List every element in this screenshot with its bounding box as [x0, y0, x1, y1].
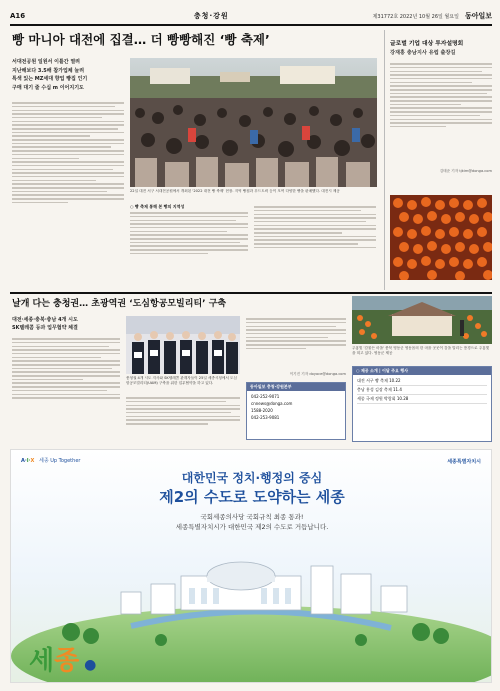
second-body-col1 [12, 336, 120, 444]
right-body [390, 61, 492, 169]
event-panel [352, 366, 492, 442]
lead-subhead-4: 구매 대기 줄 수십 m 이어지기도 [12, 84, 84, 91]
crowd-photo-illustration [130, 58, 377, 187]
paper-logo: 동아일보 [464, 11, 492, 20]
persimmon-illustration [390, 195, 492, 280]
event-panel-title: ○ 제공 소개 | 이달 주요 행사 [353, 367, 491, 375]
event-row-3: 세종 국제 정원 박람회 10.28 [357, 395, 487, 404]
lead-box [130, 204, 248, 280]
contact-row-1: 042-252-9071 [251, 394, 280, 399]
right-headline: 글로벌 기업 대상 투자설명회 [390, 41, 464, 47]
lead-subhead-1: 서대전공원 일원서 이틀간 열려 [12, 59, 81, 65]
second-body-col2 [126, 395, 240, 445]
second-headline: 날개 다는 충청권… 초광역권 ‘도심항공모빌리티’ 구축 [12, 299, 227, 309]
lead-body-col2 [130, 210, 248, 280]
right-headline-2: 강재홍 충남지사 유럽 출장길 [390, 50, 456, 56]
contact-box-title: 동아일보 충청·강원본부 [247, 383, 345, 391]
contact-rows [247, 391, 345, 423]
village-photo [352, 296, 492, 344]
ad-logo-small: 세종특별자치시 [447, 459, 481, 465]
lead-subhead-3: 특색 있는 MZ세대 향업 빵집 인기 [12, 76, 88, 82]
village-photo-illustration [352, 296, 492, 344]
second-body-col3 [246, 316, 346, 372]
issue-info: 제31772호 2022년 10월 26일 월요일 [372, 13, 459, 20]
ad-subline: 국회세종의사당 국회규칙 최종 통과! [200, 513, 304, 521]
group-photo-illustration [126, 316, 240, 374]
event-row-1: 대전 서구 빵 축제 10.22 [357, 377, 487, 386]
ad-headline: 제2의 수도로 도약하는 세종 [159, 488, 345, 506]
second-subheads [12, 316, 122, 332]
section-divider [10, 292, 492, 294]
group-photo [126, 316, 240, 374]
contact-row-3: 1588-2020 [251, 408, 273, 413]
persimmon-photo [390, 195, 492, 280]
lead-body-col3 [254, 204, 376, 280]
page-header [10, 9, 492, 23]
sejong-advertisement [10, 449, 492, 683]
lead-subheads [12, 58, 130, 92]
ad-badge: A·I·X 세종 Up Together [21, 458, 81, 464]
village-photo-caption: 주홍빛 '감물든 마을' 충북 영동군 영동읍의 한 마을 곳곳이 감을 말리는 풍경으로 주홍빛을 띠고 있다. 영동군 제공 [352, 346, 490, 356]
group-photo-caption: 충청권 4개 시도 지사와 SK텔레콤 관계자들이 25일 세종시청에서 도심항공모빌리티(UAM) 구축을 위한 업무협약을 하고 있다. [126, 376, 237, 386]
contact-row-4: 042-253-9081 [251, 415, 280, 420]
header-rule [10, 24, 492, 26]
column-divider [384, 30, 385, 290]
lead-subhead-2: 지난해보다 3.5배 참가업체 늘려 [12, 67, 85, 74]
event-row-2: 충남 홍성 김장 축제 11.4 [357, 386, 487, 395]
second-subhead-1: 대전·세종·충북·충남 4개 시도 [12, 317, 78, 323]
second-byline: 이기진 기자 doyoce@donga.com [289, 372, 346, 376]
lead-photo [130, 58, 377, 187]
right-byline: 김태준 기자 tjkim@donga.com [439, 169, 492, 173]
ad-tagline: 대한민국 정치·행정의 중심 [181, 471, 323, 485]
section-title: 충청·강원 [193, 12, 229, 20]
page-number: A16 [10, 12, 26, 20]
ad-logo-big: 세종 ● [29, 646, 97, 676]
lead-photo-caption: 22일 대전 서구 서대전공원에서 개최된 '2022 대전 빵 축제' 현장. 지역 빵집과 푸드트럭 등이 모여 다양한 빵을 판매했다. 대전시 제공 [130, 189, 340, 193]
right-article [390, 40, 492, 174]
ad-subline-2: 세종특별자치시가 대한민국 제2의 수도로 거듭납니다. [175, 523, 329, 531]
contact-box [246, 382, 346, 440]
second-subhead-2: SK텔레콤 등과 업무협약 체결 [12, 325, 78, 331]
lead-body-col1 [12, 100, 124, 278]
lead-box-title: ○ 빵 축제 통해 본 빵의 지역성 [130, 204, 185, 209]
lead-headline: 빵 마니아 대전에 집결… 더 빵빵해진 ‘빵 축제’ [12, 32, 270, 47]
ad-badge-text: 세종 Up Together [39, 458, 81, 464]
contact-row-2: cnnews@donga.com [251, 401, 293, 406]
event-rows [353, 375, 491, 406]
